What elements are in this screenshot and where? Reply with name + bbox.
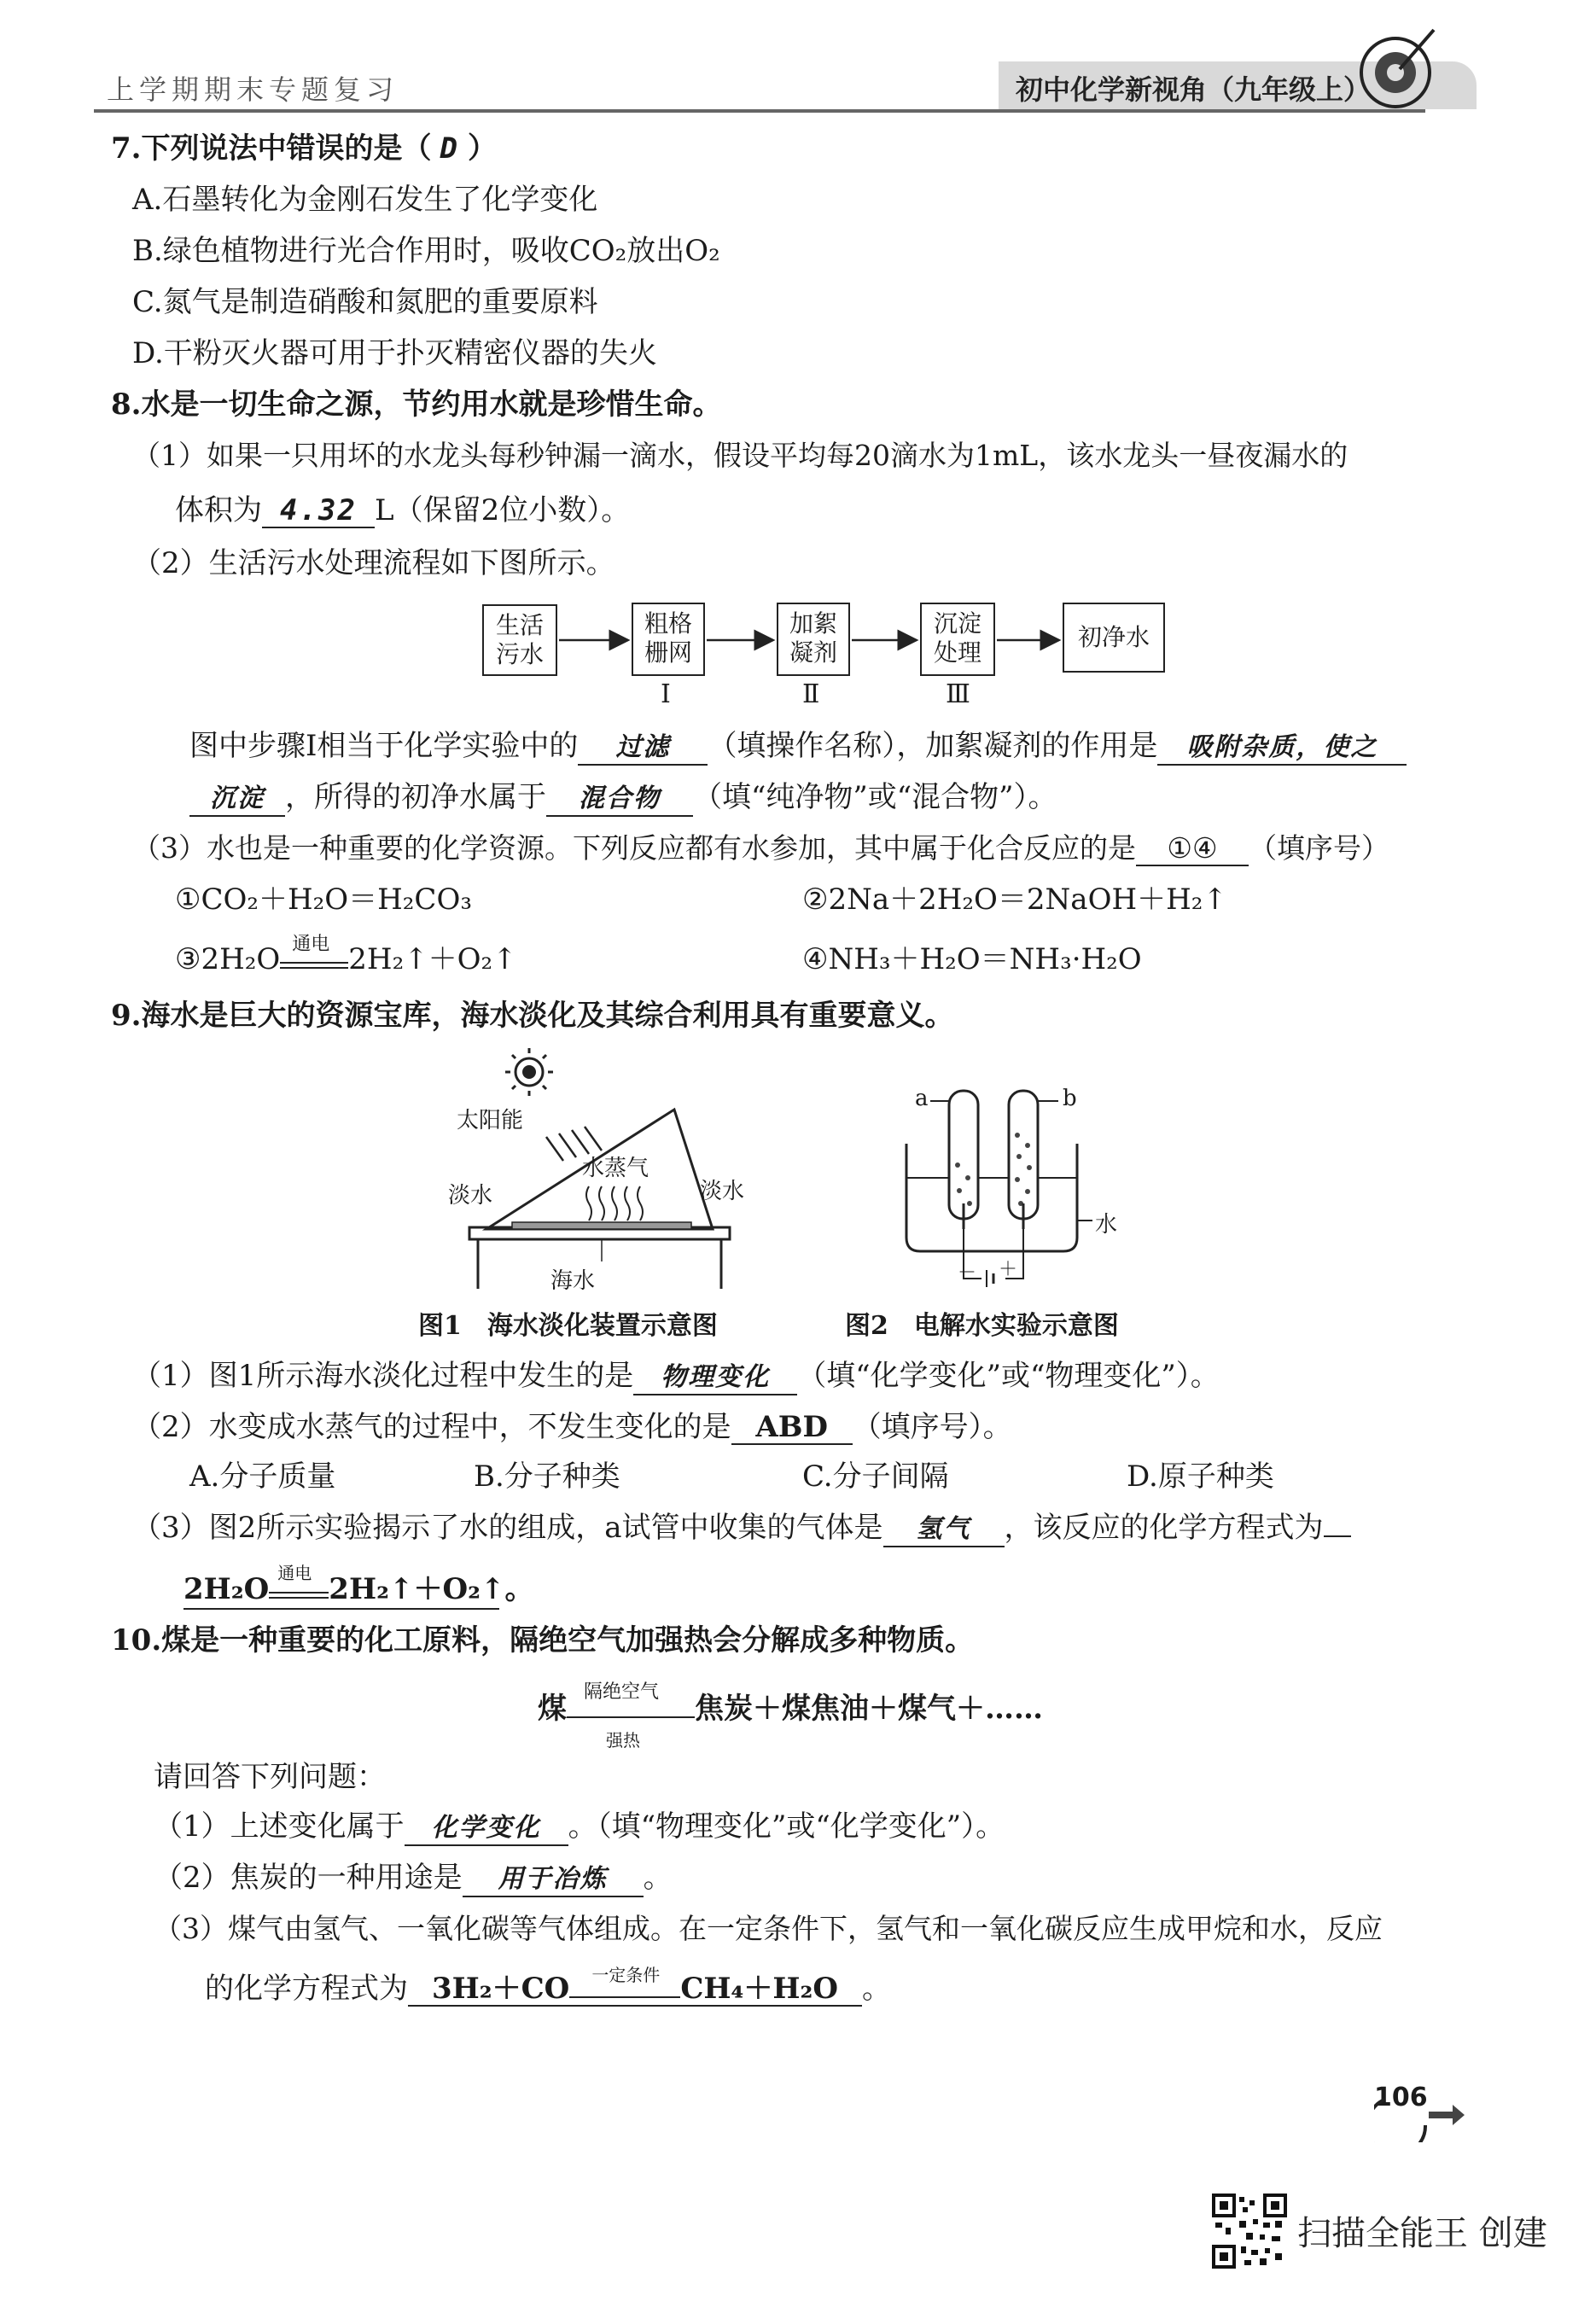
q10-p1-answer: 化学变化 <box>405 1812 568 1846</box>
q10-scheme-bottom: 强热 <box>606 1730 640 1751</box>
q8-p2: （2）生活污水处理流程如下图所示。 <box>132 546 615 580</box>
q7-option-c: C.氮气是制造硝酸和氮肥的重要原料 <box>132 285 598 319</box>
q7-answer: D <box>440 131 459 166</box>
q8-p2-c: ，所得的初净水属于 <box>285 780 546 814</box>
q8-p2-b: （填操作名称），加絮凝剂的作用是 <box>708 729 1158 763</box>
fig2-label-minus: － <box>958 1262 977 1284</box>
fig2-label-a: a <box>915 1086 929 1111</box>
q8-p2-answer-2b: 沉淀 <box>189 783 285 817</box>
q10-p1-b: 。（填“物理变化”或“化学变化”）。 <box>568 1809 1005 1844</box>
q9-p2-b: （填序号）。 <box>852 1410 1012 1444</box>
q7-stem-text: 7.下列说法中错误的是（ <box>111 131 432 166</box>
q8-p2-line1 <box>189 727 1407 766</box>
q9-opt-b: B.分子种类 <box>474 1459 620 1494</box>
q10-p2-a: （2）焦炭的一种用途是 <box>154 1861 463 1895</box>
q9-p3-a: （3）图2所示实验揭示了水的组成，a试管中收集的气体是 <box>132 1511 883 1545</box>
fig1-caption: 图1 海水淡化装置示意图 <box>418 1311 718 1341</box>
fig1-label-fresh-right: 淡水 <box>700 1179 745 1204</box>
flow-arrows <box>0 0 1596 768</box>
q8-reaction-3 <box>175 934 517 978</box>
q9-p1-answer: 物理变化 <box>633 1361 797 1395</box>
q10-p3-line2 <box>205 1965 891 2007</box>
fig1-label-fresh-left: 淡水 <box>448 1183 493 1209</box>
q9-p1-b: （填“化学变化”或“物理变化”）。 <box>797 1359 1220 1393</box>
q7-option-d: D.干粉灭火器可用于扑灭精密仪器的失火 <box>132 336 657 370</box>
q10-stem: 10.煤是一种重要的化工原料，隔绝空气加强热会分解成多种物质。 <box>111 1623 975 1658</box>
q10-p1-a: （1）上述变化属于 <box>154 1809 405 1844</box>
q8-p2-a: 图中步骤Ⅰ相当于化学实验中的 <box>189 729 579 763</box>
scanner-watermark: 扫描全能王 创建 <box>1297 2214 1547 2253</box>
q8-p3-a: （3）水也是一种重要的化学资源。下列反应都有水参加，其中属于化合反应的是 <box>132 831 1136 865</box>
q8-r3-condition: 通电 <box>292 934 330 955</box>
header-right: 初中化学新视角（九年级上） <box>1016 73 1372 106</box>
fig2-label-plus: ＋ <box>999 1259 1018 1280</box>
fig2-caption: 图2 电解水实验示意图 <box>845 1311 1119 1341</box>
q9-p2 <box>132 1408 1012 1446</box>
q9-eq-condition: 通电 <box>277 1563 312 1583</box>
q10-p3-equation <box>408 1965 862 2007</box>
q10-scheme-left: 煤 <box>538 1692 567 1726</box>
q10-intro: 请回答下列问题： <box>154 1760 386 1794</box>
q9-p1 <box>132 1357 1220 1395</box>
fig1-label-solar: 太阳能 <box>457 1108 524 1133</box>
q9-p2-answer: ABD <box>731 1411 853 1445</box>
q9-eq-a: 2H₂O <box>183 1572 270 1606</box>
q7-close: ） <box>467 131 497 166</box>
q8-p1-prefix: 体积为 <box>175 493 262 527</box>
page-badge-icon <box>1374 2074 1468 2142</box>
q8-reaction-2: ②2Na＋2H₂O＝2NaOH＋H₂↑ <box>802 883 1227 917</box>
q8-reaction-4: ④NH₃＋H₂O＝NH₃·H₂O <box>802 942 1142 976</box>
q9-opt-a: A.分子质量 <box>189 1459 336 1494</box>
flow-box-5: 初净水 <box>1063 603 1165 673</box>
q9-p3-answer: 氢气 <box>883 1513 1005 1547</box>
q10-p3-end: 。 <box>862 1972 891 2006</box>
q8-p2-answer-1: 过滤 <box>578 731 708 766</box>
header-left: 上学期期末专题复习 <box>107 73 399 106</box>
q10-p3-prefix: 的化学方程式为 <box>205 1972 408 2006</box>
flow-step-2: Ⅱ <box>802 679 820 709</box>
q8-r3-a: ③2H₂O <box>175 942 281 976</box>
q9-eq-b: 2H₂↑＋O₂↑ <box>329 1572 505 1606</box>
q10-p2 <box>154 1859 673 1897</box>
q8-p2-d: （填“纯净物”或“混合物”）。 <box>693 780 1057 814</box>
q7-option-b: B.绿色植物进行光合作用时，吸收CO₂放出O₂ <box>132 234 720 268</box>
q10-p1 <box>154 1808 1005 1846</box>
q9-equation <box>183 1563 534 1608</box>
flow-box-1: 生活污水 <box>482 604 557 676</box>
q8-r3-arrow <box>280 934 348 969</box>
q8-p2-answer-3: 混合物 <box>546 783 693 817</box>
q8-r3-b: 2H₂↑＋O₂↑ <box>348 942 517 976</box>
q10-scheme <box>538 1681 1043 1751</box>
q10-scheme-arrow <box>567 1681 695 1751</box>
q8-p1-suffix: L（保留2位小数）。 <box>375 493 631 527</box>
qr-code-icon <box>1212 2194 1287 2269</box>
q8-p1-answer: 4.32 <box>262 494 375 528</box>
q8-p3-line <box>132 830 1389 867</box>
q10-scheme-right: 焦炭＋煤焦油＋煤气＋…… <box>695 1692 1043 1726</box>
q10-p2-answer: 用于冶炼 <box>463 1863 644 1897</box>
q10-p3-eq-condition: 一定条件 <box>591 1965 661 1985</box>
fig2-label-water: 水 <box>1095 1212 1118 1238</box>
q9-opt-c: C.分子间隔 <box>802 1459 949 1494</box>
q10-p3-eq-b: CH₄＋H₂O <box>680 1972 839 2006</box>
q9-stem: 9.海水是巨大的资源宝库，海水淡化及其综合利用具有重要意义。 <box>111 999 954 1033</box>
q10-scheme-top: 隔绝空气 <box>584 1681 660 1703</box>
q9-p1-a: （1）图1所示海水淡化过程中发生的是 <box>132 1359 634 1393</box>
q8-p2-line2 <box>189 778 1057 817</box>
q8-p2-answer-2a: 吸附杂质，使之 <box>1157 731 1407 766</box>
q9-p3-blank-tail <box>1324 1535 1351 1537</box>
q9-opt-d: D.原子种类 <box>1127 1459 1274 1494</box>
q9-p3-b: ，该反应的化学方程式为 <box>1004 1511 1324 1545</box>
q8-p3-answer: ①④ <box>1136 832 1249 866</box>
q9-equation-underline <box>183 1608 499 1610</box>
page-number: 106 <box>1374 2083 1428 2112</box>
flow-box-4: 沉淀处理 <box>920 603 995 676</box>
fig2-label-b: b <box>1063 1086 1077 1111</box>
flow-step-1: Ⅰ <box>661 679 671 709</box>
flow-box-2: 粗格栅网 <box>632 603 705 676</box>
q9-eq-arrow <box>269 1563 329 1599</box>
q10-p3-eq-arrow <box>569 1965 680 1998</box>
q9-p2-a: （2）水变成水蒸气的过程中，不发生变化的是 <box>132 1410 731 1444</box>
q8-p1-line1: （1）如果一只用坏的水龙头每秒钟漏一滴水，假设平均每20滴水为1mL，该水龙头一昼夜漏水的 <box>132 439 1348 472</box>
q10-p3-line1: （3）煤气由氢气、一氧化碳等气体组成。在一定条件下，氢气和一氧化碳反应生成甲烷和水，反应 <box>154 1912 1383 1945</box>
q8-reaction-1: ①CO₂＋H₂O＝H₂CO₃ <box>175 883 472 917</box>
flow-step-3: Ⅲ <box>946 679 970 709</box>
q7-option-a: A.石墨转化为金刚石发生了化学变化 <box>132 183 598 217</box>
fig1-label-vapor: 水蒸气 <box>582 1156 649 1181</box>
q8-p3-b: （填序号） <box>1249 831 1389 865</box>
flow-box-3: 加絮凝剂 <box>777 603 850 676</box>
q10-p3-eq-a: 3H₂＋CO <box>431 1972 570 2006</box>
sun-icon <box>505 1048 553 1096</box>
fig1-label-sea: 海水 <box>550 1268 596 1294</box>
q9-eq-end: 。 <box>504 1572 534 1606</box>
q8-stem: 8.水是一切生命之源，节约用水就是珍惜生命。 <box>111 387 722 422</box>
q10-p2-b: 。 <box>643 1861 673 1895</box>
q9-p3 <box>132 1509 1351 1547</box>
